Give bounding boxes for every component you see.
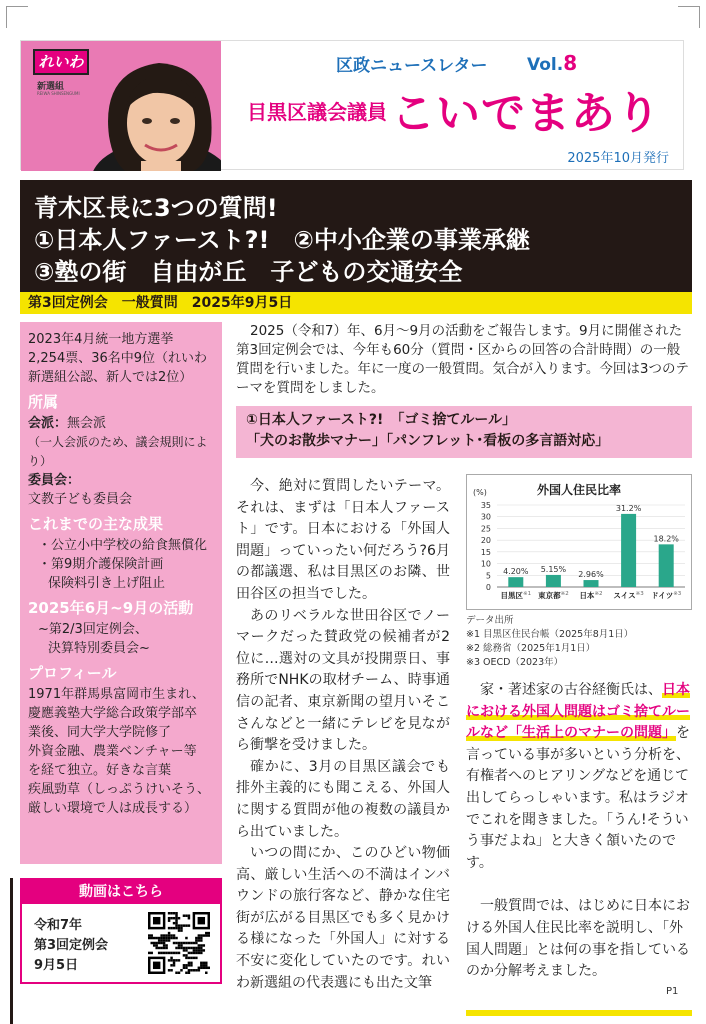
source-heading: データ出所 [466,615,514,626]
question-1-line-1: ①日本人ファースト?! 「ゴミ捨てルール」 [246,412,517,428]
source-line: ※3 OECD（2023年） [466,657,564,668]
activity-line: 決算特別委員会~ [48,641,150,656]
x-tick-label: ドイツ$^{※3}$ [651,591,682,600]
affiliation-heading: 所属 [28,393,59,411]
portrait-illustration [21,41,221,171]
y-tick-label: 20 [480,536,491,546]
newsletter-header [20,40,684,170]
activity-heading: 2025年6月~9月の活動 [28,599,194,617]
paragraph: あのリベラルな世田谷区でノーマークだった賛政党の候補者が2位に…選対の文具が投開票日、事務所でNHKの取材チーム、時事通信の記者、東京新聞の望月いそこさんなどと一緒にテレビを見ながら衝撃を受けました。 [236,607,450,754]
source-line: ※1 目黒区住民台帳（2025年8月1日） [466,629,634,640]
video-heading: 動画はこちら [22,880,220,904]
bottom-accent-bar [466,1010,692,1016]
volume-number: Vol.8 [527,51,578,75]
x-tick-label: 日本$^{※2}$ [579,591,603,600]
result-item: 保険料引き上げ阻止 [48,576,166,591]
party-logo-sub: 新選組 [37,82,65,92]
paragraph: 家・著述家の古谷経衡氏は、日本における外国人問題はゴミ捨てルールなど「生活上のマナーの問題」を言っている事が多いという分析を、有権者へのヒアリングなどを通じて出してらっしゃいます。私はラジオでこれを聞きました。「うん!そういう事だよね」と大きく頷いたのです。 [466,682,690,871]
highlight-text: 日本における外国人問題はゴミ捨てルールなど「生活上のマナーの問題」 [466,682,690,742]
results-heading: これまでの主な成果 [28,515,164,533]
data-label: 4.20% [503,567,529,577]
y-tick-label: 25 [480,524,491,534]
result-item: ・公立小中学校の給食無償化 [38,538,208,553]
party-logo: れいわ [33,49,89,75]
y-axis-unit: (%) [473,488,487,497]
issue-date: 2025年10月発行 [567,151,669,166]
data-label: 18.2% [653,534,679,544]
y-tick-label: 5 [485,571,491,581]
headline-line-2: ①日本人ファースト?! ②中小企業の事業承継 [34,226,530,254]
chart-bar [584,580,599,587]
intro-paragraph: 2025（令和7）年、6月～9月の活動をご報告します。9月に開催された第3回定例会では、今年も60分（質問・区からの回答の合計時間）の一般質問を行いました。年に一度の一般質問。気合が入ります。今回は3つのテーマを質問をしました。 [236,323,690,396]
header-title-area [231,41,683,171]
kaiha-note: （一人会派のため、議会規則により） [28,435,208,468]
paragraph: 一般質問では、はじめに日本における外国人住民比率を説明し、「外国人問題」とは何の事を指しているのか分解考えました。 [466,898,690,980]
y-tick-label: 15 [480,547,491,557]
member-name: こいでまあり [391,88,661,139]
y-tick-label: 10 [480,559,491,569]
profile-line: 外資金融、農業ベンチャー等 [28,744,197,759]
election-line: 2023年4月統一地方選挙 [28,332,174,347]
crop-mark-top-left [6,6,28,28]
election-result [28,330,214,387]
session-bar: 第3回定例会 一般質問 2025年9月5日 [20,292,692,314]
data-label: 31.2% [615,503,642,513]
video-box [20,878,222,984]
chart-bar [546,575,561,587]
left-column-text [236,476,450,994]
page-number: P1 [666,986,679,997]
chart-bar [508,577,523,587]
profile-line: 疾風勁草（しっぷうけいそう、 [28,782,211,797]
question-1-heading [236,406,692,458]
headline-banner [20,180,692,292]
kaiha-line: 会派：無会派 [28,416,107,431]
chart-svg [467,475,693,611]
left-rule [10,878,13,1024]
crop-mark-top-right [678,6,700,28]
chart-bar [659,544,674,587]
newsletter-label: 区政ニュースレター [336,56,488,76]
activity-line: ~第2/3回定例会、 [38,622,148,637]
qr-code-icon[interactable] [148,912,210,974]
y-tick-label: 0 [485,583,491,592]
data-source [466,614,633,670]
election-line: 新選組公認、新人では2位） [28,370,193,385]
committee-label: 委員会： [28,473,81,488]
profile-heading: プロフィール [28,664,117,682]
data-label: 5.15% [540,564,567,574]
chart-title: 外国人住民比率 [536,483,621,497]
data-label: 2.96% [578,570,604,580]
question-1-line-2: 「犬のお散歩マナー」「パンフレット･看板の多言語対応」 [246,433,610,449]
y-tick-label: 35 [480,501,491,510]
profile-line: 1971年群馬県富岡市生まれ、 [28,687,205,702]
paragraph: 今、絶対に質問したいテーマ。それは、まずは「日本人ファースト」です。日本における「外国人問題」っていったい何だろう?6月の都議選、私は目黒区のお隣、世田谷区の担当でした。 [236,478,450,602]
profile-line: を経て独立。好きな言葉 [28,763,172,778]
committee-value: 文教子ども委員会 [28,492,133,507]
profile-line: 慶應義塾大学総合政策学部卒 [28,706,198,721]
right-column-text [466,680,692,983]
profile-sidebar [20,322,222,864]
x-tick-label: 東京都$^{※2}$ [538,591,569,600]
x-tick-label: 目黒区$^{※1}$ [500,591,532,600]
foreign-resident-chart [466,474,692,610]
headline-line-1: 青木区長に3つの質問! [34,194,278,222]
source-line: ※2 総務省（2025年1月1日） [466,643,596,654]
paragraph: いつの間にか、このひどい物価高、厳しい生活への不満はインバウンドの旅行客など、静かな住宅街が広がる目黒区でも多く見かける様になった「外国人」に対する不安に変化していたのです。れいわ新選組の代表選にも出た文筆 [236,845,450,991]
profile-line: 厳しい環境で人は成長する） [28,801,198,816]
result-item: ・第9期介護保険計画 [38,557,164,572]
chart-bar [621,514,636,587]
party-logo-sub-latin: REIWA SHINSENGUMI [37,91,80,96]
headline-line-3: ③塾の街 自由が丘 子どもの交通安全 [34,258,463,286]
election-line: 2,254票、36名中9位（れいわ [28,351,208,366]
y-tick-label: 30 [480,512,491,522]
video-caption: 令和7年 第3回定例会 9月5日 [34,918,109,973]
member-role: 目黒区議会議員 [247,100,387,124]
profile-line: 業後、同大学大学院修了 [28,725,172,740]
paragraph: 確かに、3月の目黒区議会でも排外主義的にも聞こえる、外国人に関する質問が他の複数の議員から出ていました。 [236,758,450,840]
x-tick-label: スイス$^{※3}$ [613,591,644,600]
profile-photo [21,41,221,171]
